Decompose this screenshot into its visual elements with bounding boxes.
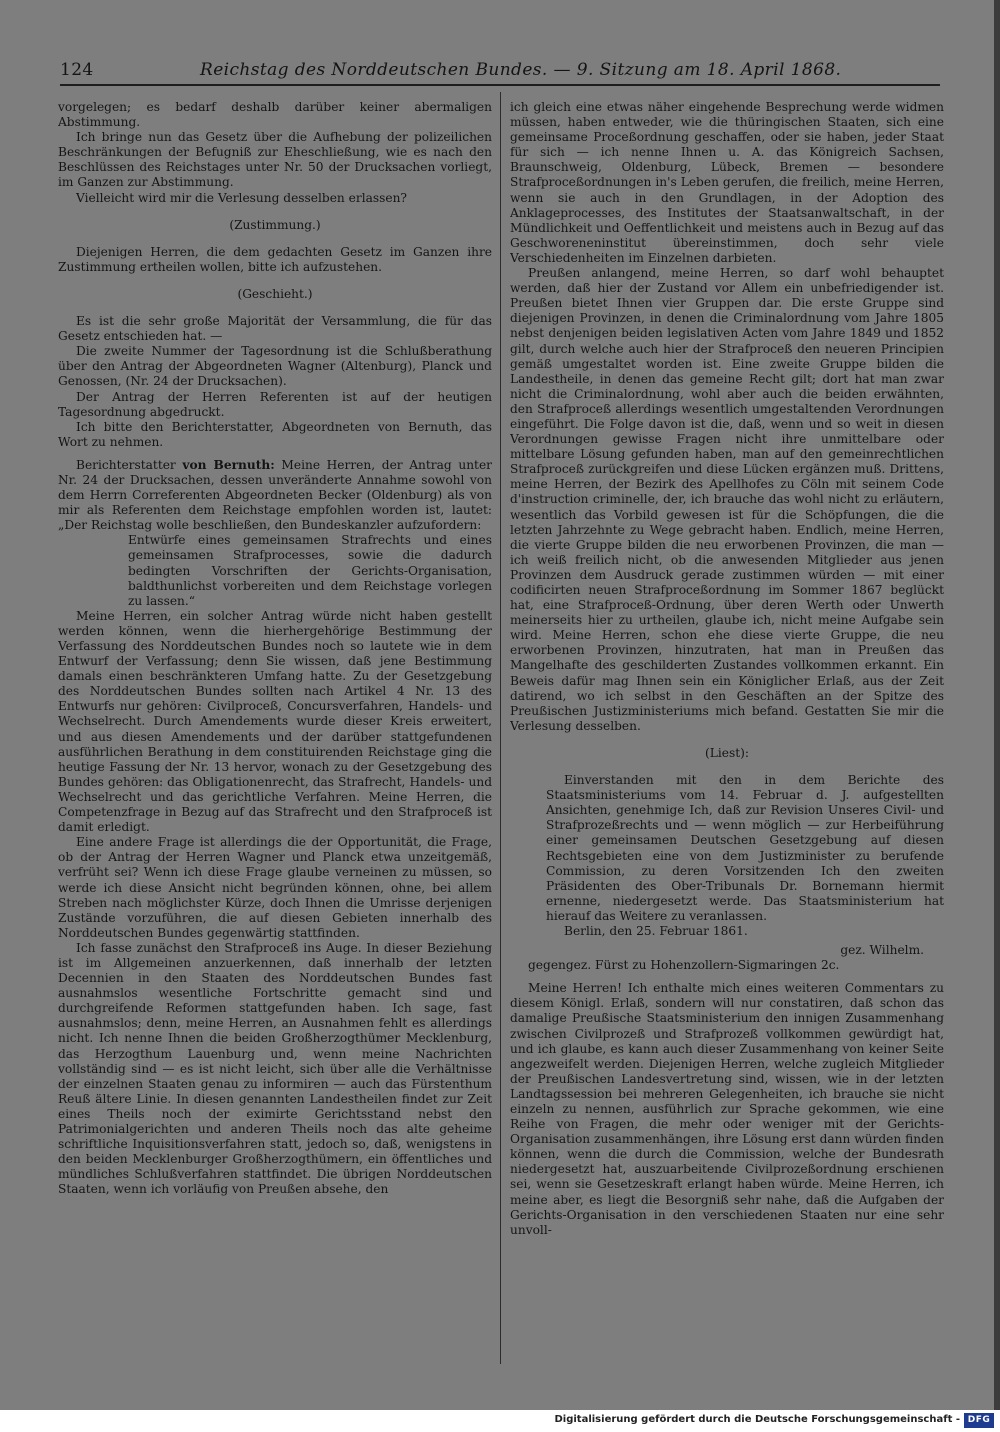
paragraph: Ich bringe nun das Gesetz über die Aufhebung der polizeilichen Beschränkungen der Befugniß zur Eheschließung, wie es nach den Beschlüssen des Reichstages unter Nr. 50 der Drucksachen vorliegt, im Ganzen zur Abstimmung. [58, 130, 492, 190]
stage-direction: (Liest): [705, 745, 749, 760]
dfg-logo: DFG [964, 1413, 994, 1428]
paragraph: Die zweite Nummer der Tagesordnung ist die Schlußberathung über den Antrag der Abgeordneten Wagner (Altenburg), Planck und Genossen, (Nr. 24 der Drucksachen). [58, 344, 492, 389]
royal-decree: Einverstanden mit den in dem Berichte des Staatsministeriums vom 14. Februar d. J. aufgestellten Ansichten, genehmige Ich, daß zur Revision Unseres Civil- und Strafprozeßrechts und — wenn möglich — zur Herbeiführung einer gemeinsamen Deutschen Gesetzgebung auf diesen Rechtsgebieten eine von dem Justizminister zu berufende Commission, zu deren Vorsitzenden Ich den zweiten Präsidenten des Ober-Tribunals Dr. Bornemann hiermit ernenne, niedergesetzt werde. Das Staatsministerium hat hierauf das Weitere zu veranlassen. [546, 773, 944, 923]
paragraph: ich gleich eine etwas näher eingehende Besprechung werde widmen müssen, haben entweder, wie die thüringischen Staaten, sich eine gemeinsame Proceßordnung geschaffen, oder sie haben, jeder Staat für sich — ich nenne Ihnen u. A. das Königreich Sachsen, Braunschweig, Oldenburg, Lübeck, Bremen — besondere Strafproceßordnungen in's Leben gerufen, die freilich, meine Herren, wenn sie auch in den Grundlagen, in der Adoption des Anklageprocesses, des Institutes der Staatsanwaltschaft, in der Mündlichkeit und Oeffentlichkeit und meistens auch in Bezug auf das Geschworeneninstitut übereinstimmen, doch sehr viele Verschiedenheiten im Einzelnen darbieten. [510, 100, 944, 265]
paragraph: Meine Herren! Ich enthalte mich eines weiteren Commentars zu diesem Königl. Erlaß, sondern will nur constatiren, daß schon das damalige Preußische Staatsministerium den innigen Zusammenhang zwischen Civilprozeß und Strafprozeß vollkommen gewürdigt hat, und ich glaube, es kann auch dieser Zusammenhang von keiner Seite angezweifelt werden. Diejenigen Herren, welche zugleich Mitglieder der Preußischen Landesvertretung sind, wissen, wie in der letzten Landtagssession bei mehreren Gelegenheiten, ich brauche sie nicht einzeln zu nennen, ausführlich zur Sprache gekommen, wie eine Reihe von Fragen, die mehr oder weniger mit der Gerichts-Organisation zusammenhängen, ihre Lösung erst dann würden finden können, wenn die durch die Commission, welche der Bundesrath niedergesetzt hat, auszuarbeitende Civilprozeßordnung erschienen sei, wenn sie Gesetzeskraft erlangt haben würde. Meine Herren, ich meine aber, es liegt die Besorgniß sehr nahe, daß die Aufgaben der Gerichts-Organisation in den verschiedenen Staaten nur eine sehr unvoll- [510, 981, 944, 1237]
right-column [510, 100, 944, 1362]
page-number: 124 [60, 60, 94, 80]
paragraph: Vielleicht wird mir die Verlesung desselben erlassen? [76, 190, 407, 205]
spacer [58, 450, 492, 458]
decree-countersignature: gegengez. Fürst zu Hohenzollern-Sigmaringen 2c. [528, 958, 840, 973]
header-rule [60, 84, 940, 86]
paragraph: Der Antrag der Herren Referenten ist auf der heutigen Tagesordnung abgedruckt. [58, 389, 492, 419]
decree-signature: gez. Wilhelm. [840, 943, 924, 958]
speaker-name: von Bernuth: [182, 457, 275, 472]
left-column [58, 100, 492, 1362]
stage-direction: (Geschieht.) [237, 286, 313, 301]
paragraph: Ich fasse zunächst den Strafproceß ins Auge. In dieser Beziehung ist im Allgemeinen anzuerkennen, daß innerhalb der letzten Decennien in den Staaten des Norddeutschen Bundes fast ausnahmslos wesentliche Fortschritte gemacht sind und durchgreifende Reformen stattgefunden haben. Ich sage, fast ausnahmslos; denn, meine Herren, an Ausnahmen fehlt es allerdings nicht. Ich nenne Ihnen die beiden Großherzogthümer Mecklenburg, das Herzogthum Lauenburg und, wenn meine Nachrichten vollständig sind — es ist nicht leicht, sich über alle die Verhältnisse der einzelnen Staaten genau zu informiren — auch das Fürstenthum Reuß ältere Linie. In diesen genannten Landestheilen findet zur Zeit eines Theils noch der eximirte Gerichtsstand nebst den Patrimonialgerichten und anderen Theils noch das alte geheime schriftliche Inquisitionsverfahren statt, jedoch so, daß, wenigstens in den beiden Mecklenburger Großherzogthümern, ein öffentliches und mündliches Schlußverfahren stattfindet. Die übrigen Norddeutschen Staaten, wenn ich vorläufig von Preußen absehe, den [58, 940, 492, 1197]
digitization-footer [0, 1410, 1000, 1432]
quoted-motion: Entwürfe eines gemeinsamen Strafrechts und eines gemeinsamen Strafprocesses, sowie die dadurch bedingten Vorschriften der Gerichts-Organisation, baldthunlichst vorbereiten und dem Reichstage vorlegen zu lassen.“ [128, 533, 492, 608]
stage-direction: (Zustimmung.) [229, 217, 321, 232]
speaker-role: Berichterstatter [76, 457, 183, 472]
speech-paragraph [58, 458, 492, 533]
paragraph: Es ist die sehr große Majorität der Versammlung, die für das Gesetz entschieden hat. — [58, 314, 492, 344]
decree-place-date: Berlin, den 25. Februar 1861. [564, 923, 748, 938]
running-title: Reichstag des Norddeutschen Bundes. — 9. Sitzung am 18. April 1868. [200, 60, 842, 80]
paragraph: Preußen anlangend, meine Herren, so darf wohl behauptet werden, daß hier der Zustand vor Allem ein unbefriedigender ist. Preußen bietet Ihnen vier Gruppen dar. Die erste Gruppe sind diejenigen Provinzen, in denen die Criminalordnung vom Jahre 1805 nebst denjenigen beiden legislativen Acten vom Jahre 1849 und 1852 gilt, durch welche auch hier der Strafproceß den neueren Principien gemäß umgestaltet worden ist. Eine zweite Gruppe bilden die Landestheile, in denen das gemeine Recht gilt; dort hat man zwar nicht die Criminalordnung, wohl aber auch die beiden erwähnten, den Strafproceß allerdings wesentlich umgestaltenden Verordnungen eingeführt. Die Folge davon ist die, daß, wenn und so weit in diesen Verordnungen gewisse Fragen nicht ihre unmittelbare oder mittelbare Lösung gefunden haben, man auf den gemeinrechtlichen Strafproceß zurückgreifen und diese Lücken ergänzen muß. Drittens, meine Herren, der Bezirk des Apellhofes zu Cöln mit seinem Code d'instruction criminelle, der, ich brauche das wohl nicht zu erläutern, wesentlich das Vorbild gewesen ist für die Schöpfungen, die die letzten Jahrzehnte zu Wege gebracht haben. Endlich, meine Herren, die vierte Gruppe bilden die neu erworbenen Provinzen, die man — ich weiß freilich nicht, ob die anwesenden Mitglieder aus jenen Provinzen dem Ausdruck gerade zustimmen würden — mit einer codificirten neuen Strafproceßordnung im Sommer 1867 beglückt hat, eine Strafproceß-Ordnung, über deren Werth oder Unwerth meinerseits hier zu urtheilen, glaube ich, nicht meine Aufgabe sein wird. Meine Herren, schon ehe diese vierte Gruppe, die neu erworbenen Provinzen, hinzutraten, hat man in Preußen das Mangelhafte des geschilderten Zustandes vollkommen erkannt. Ein Beweis dafür mag Ihnen sein ein Königlicher Erlaß, aus der Zeit datirend, wo ich selbst in den Geschäften an der Spitze des Preußischen Justizministeriums mich befand. Gestatten Sie mir die Verlesung desselben. [510, 266, 944, 733]
column-divider [500, 92, 501, 1364]
paragraph: Eine andere Frage ist allerdings die der Opportunität, die Frage, ob der Antrag der Herren Wagner und Planck etwa unzeitgemäß, verfrüht sei? Wenn ich diese Frage glaube verneinen zu müssen, so werde ich diese Ansicht nicht begründen können, ohne, bei allem Streben nach möglichster Kürze, doch Ihnen die Umrisse derjenigen Zustände vorzuführen, die auf diesen Gebieten innerhalb des Norddeutschen Bundes gegenwärtig stattfinden. [58, 835, 492, 940]
page-header [60, 58, 940, 82]
paragraph: Ich bitte den Berichterstatter, Abgeordneten von Bernuth, das Wort zu nehmen. [58, 419, 492, 449]
paragraph: vorgelegen; es bedarf deshalb darüber keiner abermaligen Abstimmung. [58, 100, 492, 130]
spacer [510, 973, 944, 981]
paragraph: Diejenigen Herren, die dem gedachten Gesetz im Ganzen ihre Zustimmung ertheilen wollen, bitte ich aufzustehen. [58, 244, 492, 274]
paragraph: Meine Herren, ein solcher Antrag würde nicht haben gestellt werden können, wenn die hierhergehörige Bestimmung der Verfassung des Norddeutschen Bundes noch so lautete wie in dem Entwurf der Verfassung; denn Sie wissen, daß jene Bestimmung damals einen beschränkteren Umfang hatte. Zu der Gesetzgebung des Norddeutschen Bundes sollten nach Artikel 4 Nr. 13 des Entwurfs nur gehören: Civilproceß, Concursverfahren, Handels- und Wechselrecht. Durch Amendements wurde dieser Kreis erweitert, und aus diesen Amendements und der darüber stattgefundenen ausführlichen Berathung in dem constituirenden Reichstage ging die heutige Fassung der Nr. 13 hervor, wonach zu der Gesetzgebung des Bundes gehören: das Obligationenrecht, das Strafrecht, Handels- und Wechselrecht und das gerichtliche Verfahren. Meine Herren, die Competenzfrage in Bezug auf das Strafrecht und den Strafproceß ist damit erledigt. [58, 608, 492, 835]
funding-credit: Digitalisierung gefördert durch die Deutsche Forschungsgemeinschaft - [554, 1414, 960, 1425]
speech-text: Meine Herren, der Antrag unter Nr. 24 der Drucksachen, dessen unveränderte Annahme sowohl von dem Herrn Correferenten Abgeordneten Becker (Oldenburg) als von mir als Referenten dem Reichstage empfohlen worden ist, lautet: „Der Reichstag wolle beschließen, den Bundeskanzler aufzufordern: [58, 457, 492, 533]
scan-edge [994, 0, 1000, 1410]
